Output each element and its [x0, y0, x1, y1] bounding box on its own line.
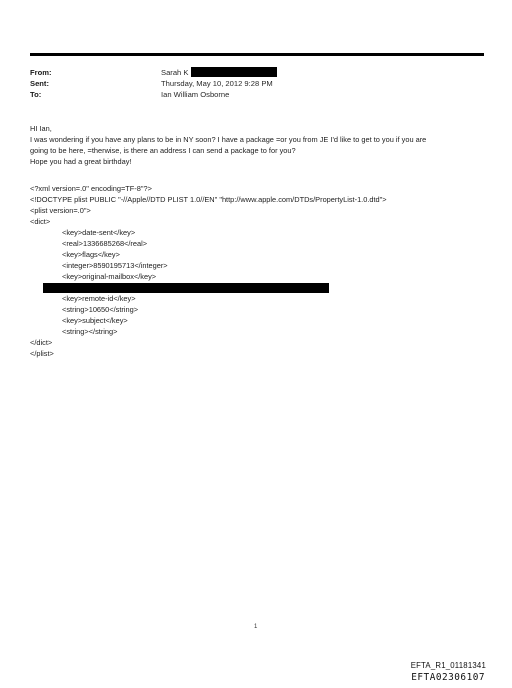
plist-line: <key>date-sent</key> — [62, 228, 136, 237]
page-number: 1 — [254, 624, 258, 630]
plist-line: <string></string> — [62, 327, 118, 336]
plist-line: <dict> — [30, 217, 51, 226]
plist-line: <key>subject</key> — [62, 316, 128, 325]
plist-line: <key>remote-id</key> — [62, 294, 136, 303]
plist-line: <plist version=.0"> — [30, 206, 91, 215]
from-name: Sarah K — [161, 68, 189, 77]
plist-line: <!DOCTYPE plist PUBLIC "-//Apple//DTD PLIST 1.0//EN" "http://www.apple.com/DTDs/PropertyList-1.0.dtd"> — [30, 195, 387, 204]
redaction-bar — [43, 283, 329, 293]
from-value — [161, 67, 277, 78]
plist-line: <key>flags</key> — [62, 250, 120, 259]
email-header — [30, 67, 484, 100]
plist-line: <string>10650</string> — [62, 305, 139, 314]
to-row — [30, 89, 484, 100]
to-value: Ian William Osborne — [161, 90, 230, 99]
message-greeting: HI Ian, — [30, 124, 52, 133]
to-label: To: — [30, 90, 42, 99]
bates-number-secondary: EFTA02306107 — [411, 672, 485, 683]
bates-number-primary: EFTA_R1_01181341 — [410, 661, 486, 670]
redaction-box — [191, 67, 277, 77]
plist-line: </plist> — [30, 349, 54, 358]
plist-block — [30, 183, 500, 359]
plist-line: <?xml version=.0" encoding=TF-8"?> — [30, 184, 152, 193]
message-line: going to be here, =therwise, is there an address I can send a package to for you? — [30, 146, 296, 155]
message-line: Hope you had a great birthday! — [30, 157, 132, 166]
plist-line: </dict> — [30, 338, 53, 347]
plist-line: <integer>8590195713</integer> — [62, 261, 168, 270]
from-label: From: — [30, 68, 52, 77]
plist-line: <key>original-mailbox</key> — [62, 272, 157, 281]
message-body — [30, 123, 492, 167]
sent-row — [30, 78, 484, 89]
from-row — [30, 67, 484, 78]
sent-label: Sent: — [30, 79, 49, 88]
header-rule — [30, 53, 484, 56]
sent-value: Thursday, May 10, 2012 9:28 PM — [161, 79, 273, 88]
message-line: I was wondering if you have any plans to be in NY soon? I have a package =or you from JE I'd like to get to you if you are — [30, 135, 427, 144]
plist-line: <real>1336685268</real> — [62, 239, 148, 248]
